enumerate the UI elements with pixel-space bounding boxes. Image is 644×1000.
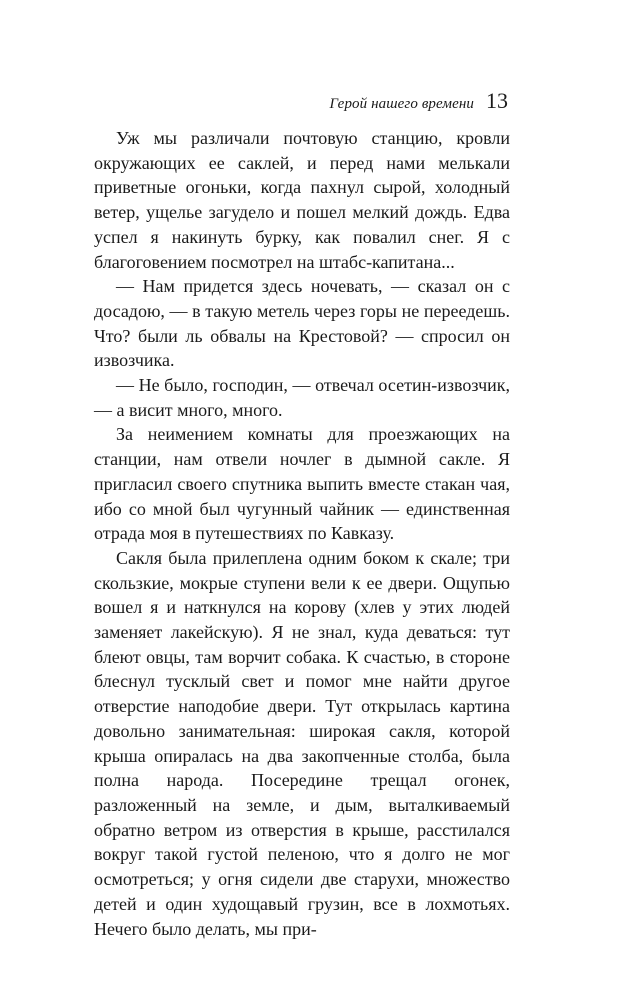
paragraph-1: Уж мы различали почтовую станцию, кровли окружающих ее саклей, и перед нами мелькали приветные огоньки, когда пахнул сырой, холодный ветер, ущелье загудело и пошел мелкий дождь. Едва успел я накинуть бурку, как повалил снег. Я с благоговением посмотрел на штабс-капитана...: [94, 128, 510, 272]
paragraph-2: — Нам придется здесь ночевать, — сказал он с досадою, — в такую метель через горы не переедешь. Что? были ль обвалы на Крестовой? — спросил он извозчика.: [94, 276, 510, 371]
paragraph-5: Сакля была прилеплена одним боком к скале; три скользкие, мокрые ступени вели к ее двери. Ощупью вошел я и наткнулся на корову (хлев у этих людей заменяет лакейскую). Я не знал, куда деваться: тут блеют овцы, там ворчит собака. К счастью, в стороне блеснул тусклый свет и помог мне найти другое отверстие наподобие двери. Тут открылась картина довольно занимательная: широкая сакля, которой крыша опиралась на два закопченные столба, была полна народа. Посередине трещал огонек, разложенный на земле, и дым, выталкиваемый обратно ветром из отверстия в крыше, расстилался вокруг такой густой пеленою, что я долго не мог осмотреться; у огня сидели две старухи, множество детей и один худощавый грузин, все в лохмотьях. Нечего было делать, мы при-: [94, 547, 510, 939]
paragraph-4: За неимением комнаты для проезжающих на станции, нам отвели ночлег в дымной сакле. Я пригласил своего спутника выпить вместе стакан чая, ибо со мной был чугунный чайник — единственная отрада моя в путешествиях по Кавказу.: [94, 424, 510, 544]
running-head: [330, 88, 509, 114]
running-title: Герой нашего времени: [329, 96, 474, 112]
page-number: 13: [486, 88, 508, 113]
paragraph-3: — Не было, господин, — отвечал осетин-извозчик, — а висит много, много.: [94, 375, 510, 420]
body-text: [94, 126, 510, 941]
